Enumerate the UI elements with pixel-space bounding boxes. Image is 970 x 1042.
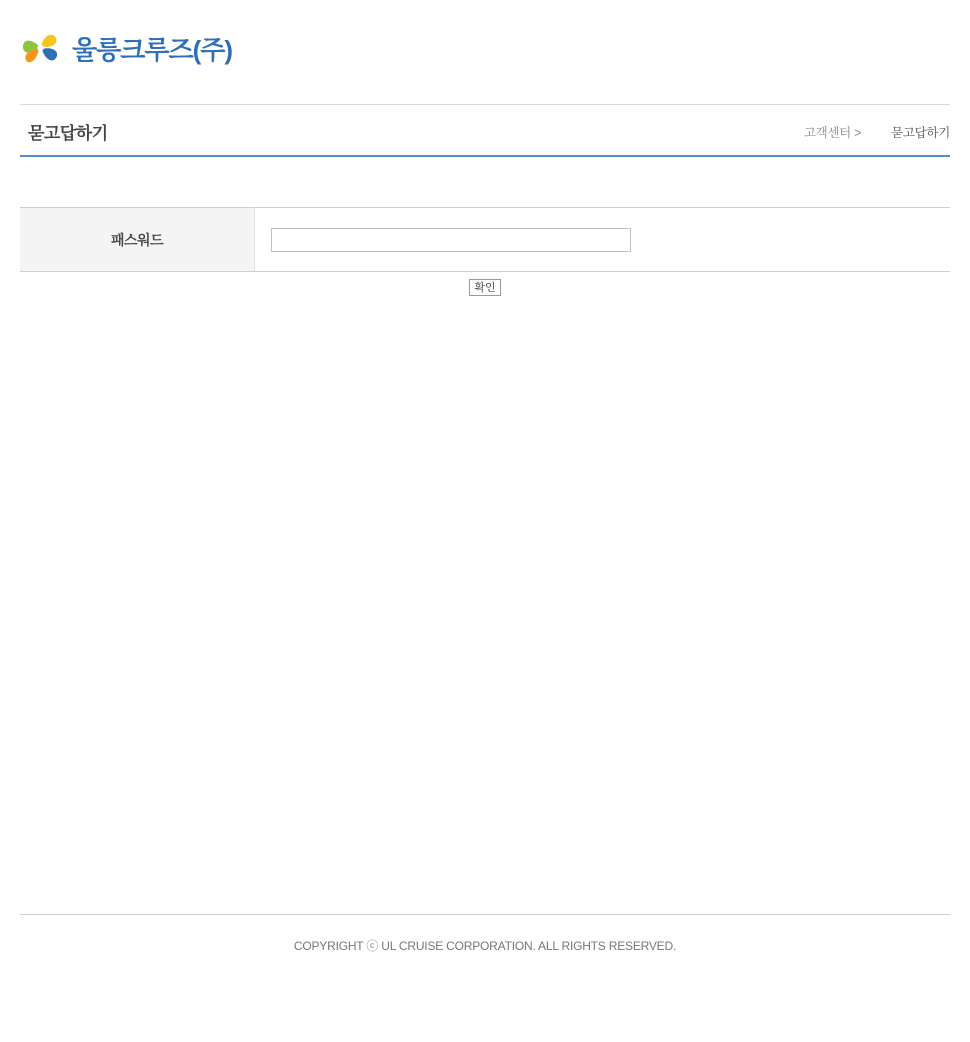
page-titlebar [20,104,950,157]
content-spacer [20,157,950,207]
site-footer [20,914,950,954]
breadcrumb-parent[interactable]: 고객센터 > [803,126,862,140]
password-input[interactable] [271,228,631,252]
copyright-text: COPYRIGHT ⓒ UL CRUISE CORPORATION. ALL RIGHTS RESERVED. [293,939,677,953]
site-logo-text [72,37,232,63]
pinwheel-flower-logo-icon [20,28,62,72]
logo-text-main: 울릉크루즈 [72,35,193,65]
site-logo-link[interactable] [20,28,232,72]
submit-button[interactable]: 확인 [469,279,500,296]
main-content [20,157,950,296]
password-label: 패스워드 [20,208,255,272]
breadcrumb [804,123,950,141]
table-row [20,208,950,272]
site-header [0,0,970,104]
logo-text-sub: (주) [192,35,233,65]
page-title: 묻고답하기 [28,124,108,143]
breadcrumb-current: 묻고답하기 [891,126,950,140]
password-form-table [20,207,950,272]
password-field-cell [255,208,951,272]
form-actions [20,278,950,296]
